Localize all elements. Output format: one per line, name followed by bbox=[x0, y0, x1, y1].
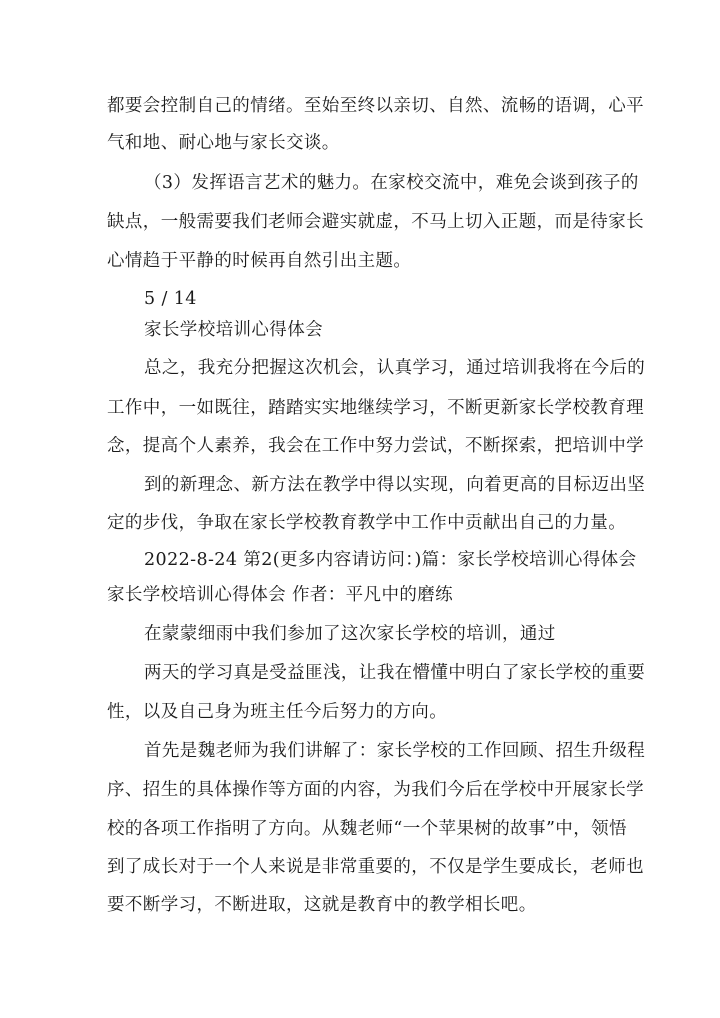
section-title: 家长学校培训心得体会 bbox=[144, 320, 323, 340]
text-line: 定的步伐，争取在家长学校教育教学中工作中贡献出自己的力量。 bbox=[107, 513, 627, 533]
article-header: 2022-8-24 第2(更多内容请访问：)篇：家长学校培训心得体会 bbox=[144, 550, 637, 570]
text-line: 念，提高个人素养，我会在工作中努力尝试，不断探索，把培训中学 bbox=[107, 436, 644, 456]
article-byline: 家长学校培训心得体会 作者：平凡中的磨练 bbox=[107, 585, 454, 605]
text-line: 心情趋于平静的时候再自然引出主题。 bbox=[107, 251, 412, 271]
text-line: 工作中，一如既往，踏踏实实地继续学习，不断更新家长学校教育理 bbox=[107, 398, 644, 418]
page-number: 5 / 14 bbox=[144, 289, 197, 309]
text-line: 校的各项工作指明了方向。从魏老师“一个苹果树的故事”中，领悟 bbox=[107, 819, 627, 839]
text-line: 性，以及自己身为班主任今后努力的方向。 bbox=[107, 702, 448, 722]
text-line: 到的新理念、新方法在教学中得以实现，向着更高的目标迈出坚 bbox=[144, 475, 646, 495]
text-line: 都要会控制自己的情绪。至始至终以亲切、自然、流畅的语调，心平 bbox=[107, 96, 644, 116]
text-line: 首先是魏老师为我们讲解了：家长学校的工作回顾、招生升级程 bbox=[144, 741, 646, 761]
text-line: 缺点，一般需要我们老师会避实就虚，不马上切入正题，而是待家长 bbox=[107, 212, 644, 232]
text-line: 在蒙蒙细雨中我们参加了这次家长学校的培训，通过 bbox=[144, 624, 556, 644]
text-line: 总之，我充分把握这次机会，认真学习，通过培训我将在今后的 bbox=[144, 358, 646, 378]
text-line: 要不断学习，不断进取，这就是教育中的教学相长吧。 bbox=[107, 895, 537, 915]
text-line: 序、招生的具体操作等方面的内容，为我们今后在学校中开展家长学 bbox=[107, 780, 644, 800]
text-line: （3）发挥语言艺术的魅力。在家校交流中，难免会谈到孩子的 bbox=[144, 173, 639, 193]
text-line: 两天的学习真是受益匪浅，让我在懵懂中明白了家长学校的重要 bbox=[144, 663, 646, 683]
text-line: 到了成长对于一个人来说是非常重要的，不仅是学生要成长，老师也 bbox=[107, 857, 644, 877]
text-line: 气和地、耐心地与家长交谈。 bbox=[107, 133, 340, 153]
